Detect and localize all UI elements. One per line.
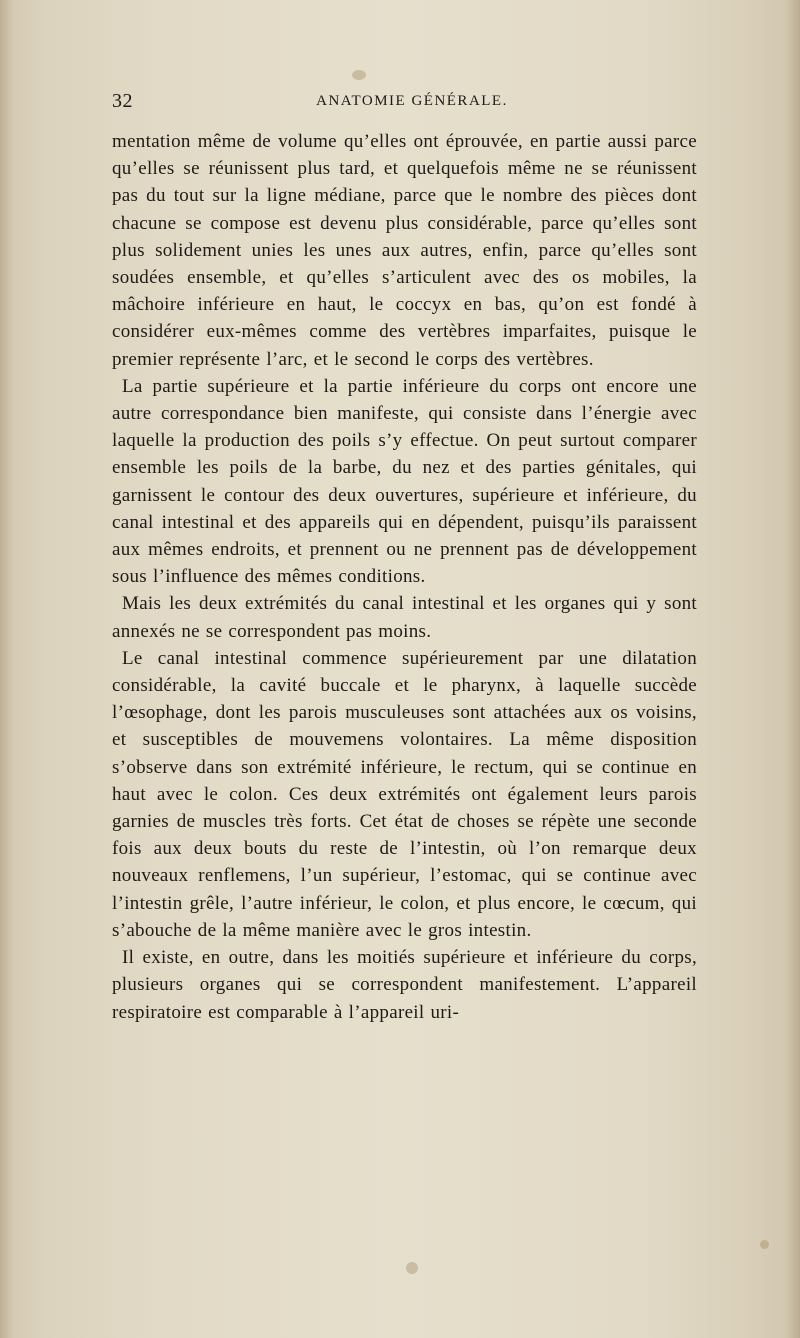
page-number: 32 bbox=[112, 90, 133, 112]
page-header bbox=[112, 90, 692, 122]
paper-fleck bbox=[406, 1262, 418, 1274]
paragraph-2: La partie supérieure et la partie inférieure du corps ont encore une autre correspondance bien manifeste, qui consiste dans l’énergie avec laquelle la production des poils s’y effectue. On peut surtout comparer ensemble les poils de la barbe, du nez et des parties génitales, qui garnissent le contour des deux ouvertures, supérieure et inférieure, du canal intestinal et des appareils qui en dépendent, puisqu’ils paraissent aux mêmes endroits, et prennent ou ne prennent pas de développement sous l’influence des mêmes conditions. bbox=[112, 375, 697, 588]
paragraph-5: Il existe, en outre, dans les moitiés supérieure et inférieure du corps, plusieurs organes qui se correspondent manifestement. L’appareil respiratoire est comparable à l’appareil uri- bbox=[112, 947, 697, 1023]
body-text bbox=[112, 128, 697, 1026]
running-head: ANATOMIE GÉNÉRALE. bbox=[316, 93, 508, 109]
paper-fleck bbox=[760, 1240, 769, 1249]
paragraph-3: Mais les deux extrémités du canal intestinal et les organes qui y sont annexés ne se correspondent pas moins. bbox=[112, 593, 697, 642]
left-page-edge bbox=[0, 0, 14, 1338]
paper-fleck bbox=[352, 70, 366, 80]
right-page-edge bbox=[786, 0, 800, 1338]
paragraph-1: mentation même de volume qu’elles ont éprouvée, en partie aussi parce qu’elles se réunissent plus tard, et quelquefois même ne se réunissent pas du tout sur la ligne médiane, parce que le nombre des pièces dont chacune se compose est devenu plus considérable, parce qu’elles sont plus solidement unies les unes aux autres, enfin, parce qu’elles sont soudées ensemble, et qu’elles s’articulent avec des os mobiles, la mâchoire inférieure en haut, le coccyx en bas, qu’on est fondé à considérer eux-mêmes comme des vertèbres imparfaites, puisque le premier représente l’arc, et le second le corps des vertèbres. bbox=[112, 131, 697, 370]
paragraph-4: Le canal intestinal commence supérieurement par une dilatation considérable, la cavité buccale et le pharynx, à laquelle succède l’œsophage, dont les parois musculeuses sont attachées aux os voisins, et susceptibles de mouvemens volontaires. La même disposition s’observe dans son extrémité inférieure, le rectum, qui se continue en haut avec le colon. Ces deux extrémités ont également leurs parois garnies de muscles très forts. Cet état de choses se répète une seconde fois aux deux bouts du reste de l’intestin, où l’on remarque deux nouveaux renflemens, l’un supérieur, l’estomac, qui se continue avec l’intestin grêle, l’autre inférieur, le colon, et plus encore, le cœcum, qui s’abouche de la même manière avec le gros intestin. bbox=[112, 647, 697, 941]
